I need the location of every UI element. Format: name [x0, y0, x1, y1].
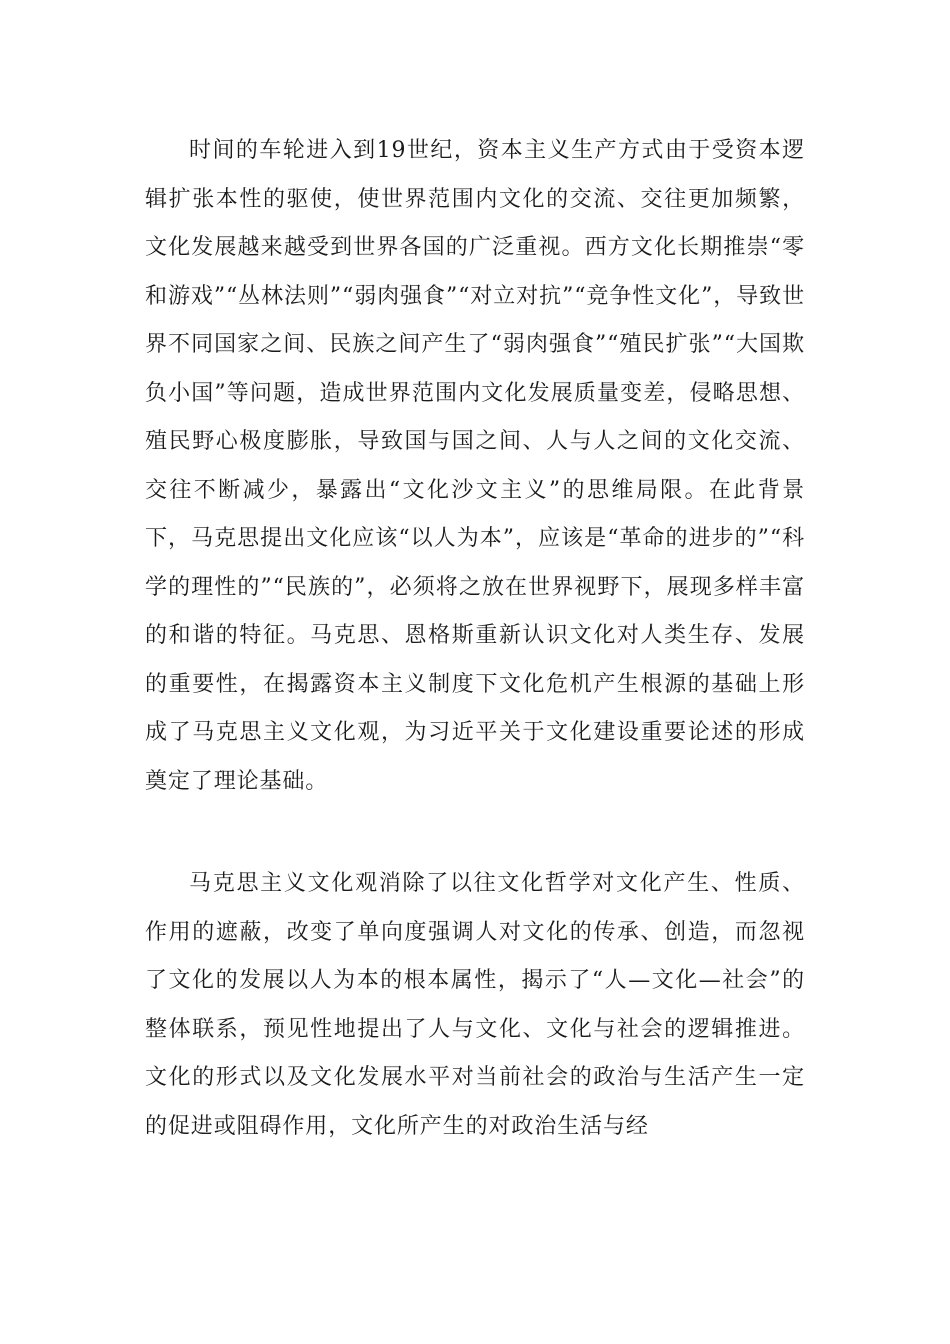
- body-paragraph-2: 马克思主义文化观消除了以往文化哲学对文化产生、性质、作用的遮蔽，改变了单向度强调人对文化的传承、创造，而忽视了文化的发展以人为本的根本属性，揭示了“人—文化—社会”的整体联系，预见性地提出了人与文化、文化与社会的逻辑推进。文化的形式以及文化发展水平对当前社会的政治与生活产生一定的促进或阻碍作用，文化所产生的对政治生活与经: [145, 871, 805, 1139]
- body-paragraph-1: 时间的车轮进入到19世纪，资本主义生产方式由于受资本逻辑扩张本性的驱使，使世界范围内文化的交流、交往更加频繁，文化发展越来越受到世界各国的广泛重视。西方文化长期推崇“零和游戏”“丛林法则”“弱肉强食”“对立对抗”“竞争性文化”，导致世界不同国家之间、民族之间产生了“弱肉强食”“殖民扩张”“大国欺负小国”等问题，造成世界范围内文化发展质量变差，侵略思想、殖民野心极度膨胀，导致国与国之间、人与人之间的文化交流、交往不断减少，暴露出“文化沙文主义”的思维局限。在此背景下，马克思提出文化应该“以人为本”，应该是“革命的进步的”“科学的理性的”“民族的”，必须将之放在世界视野下，展现多样丰富的和谐的特征。马克思、恩格斯重新认识文化对人类生存、发展的重要性，在揭露资本主义制度下文化危机产生根源的基础上形成了马克思主义文化观，为习近平关于文化建设重要论述的形成奠定了理论基础。: [145, 138, 805, 794]
